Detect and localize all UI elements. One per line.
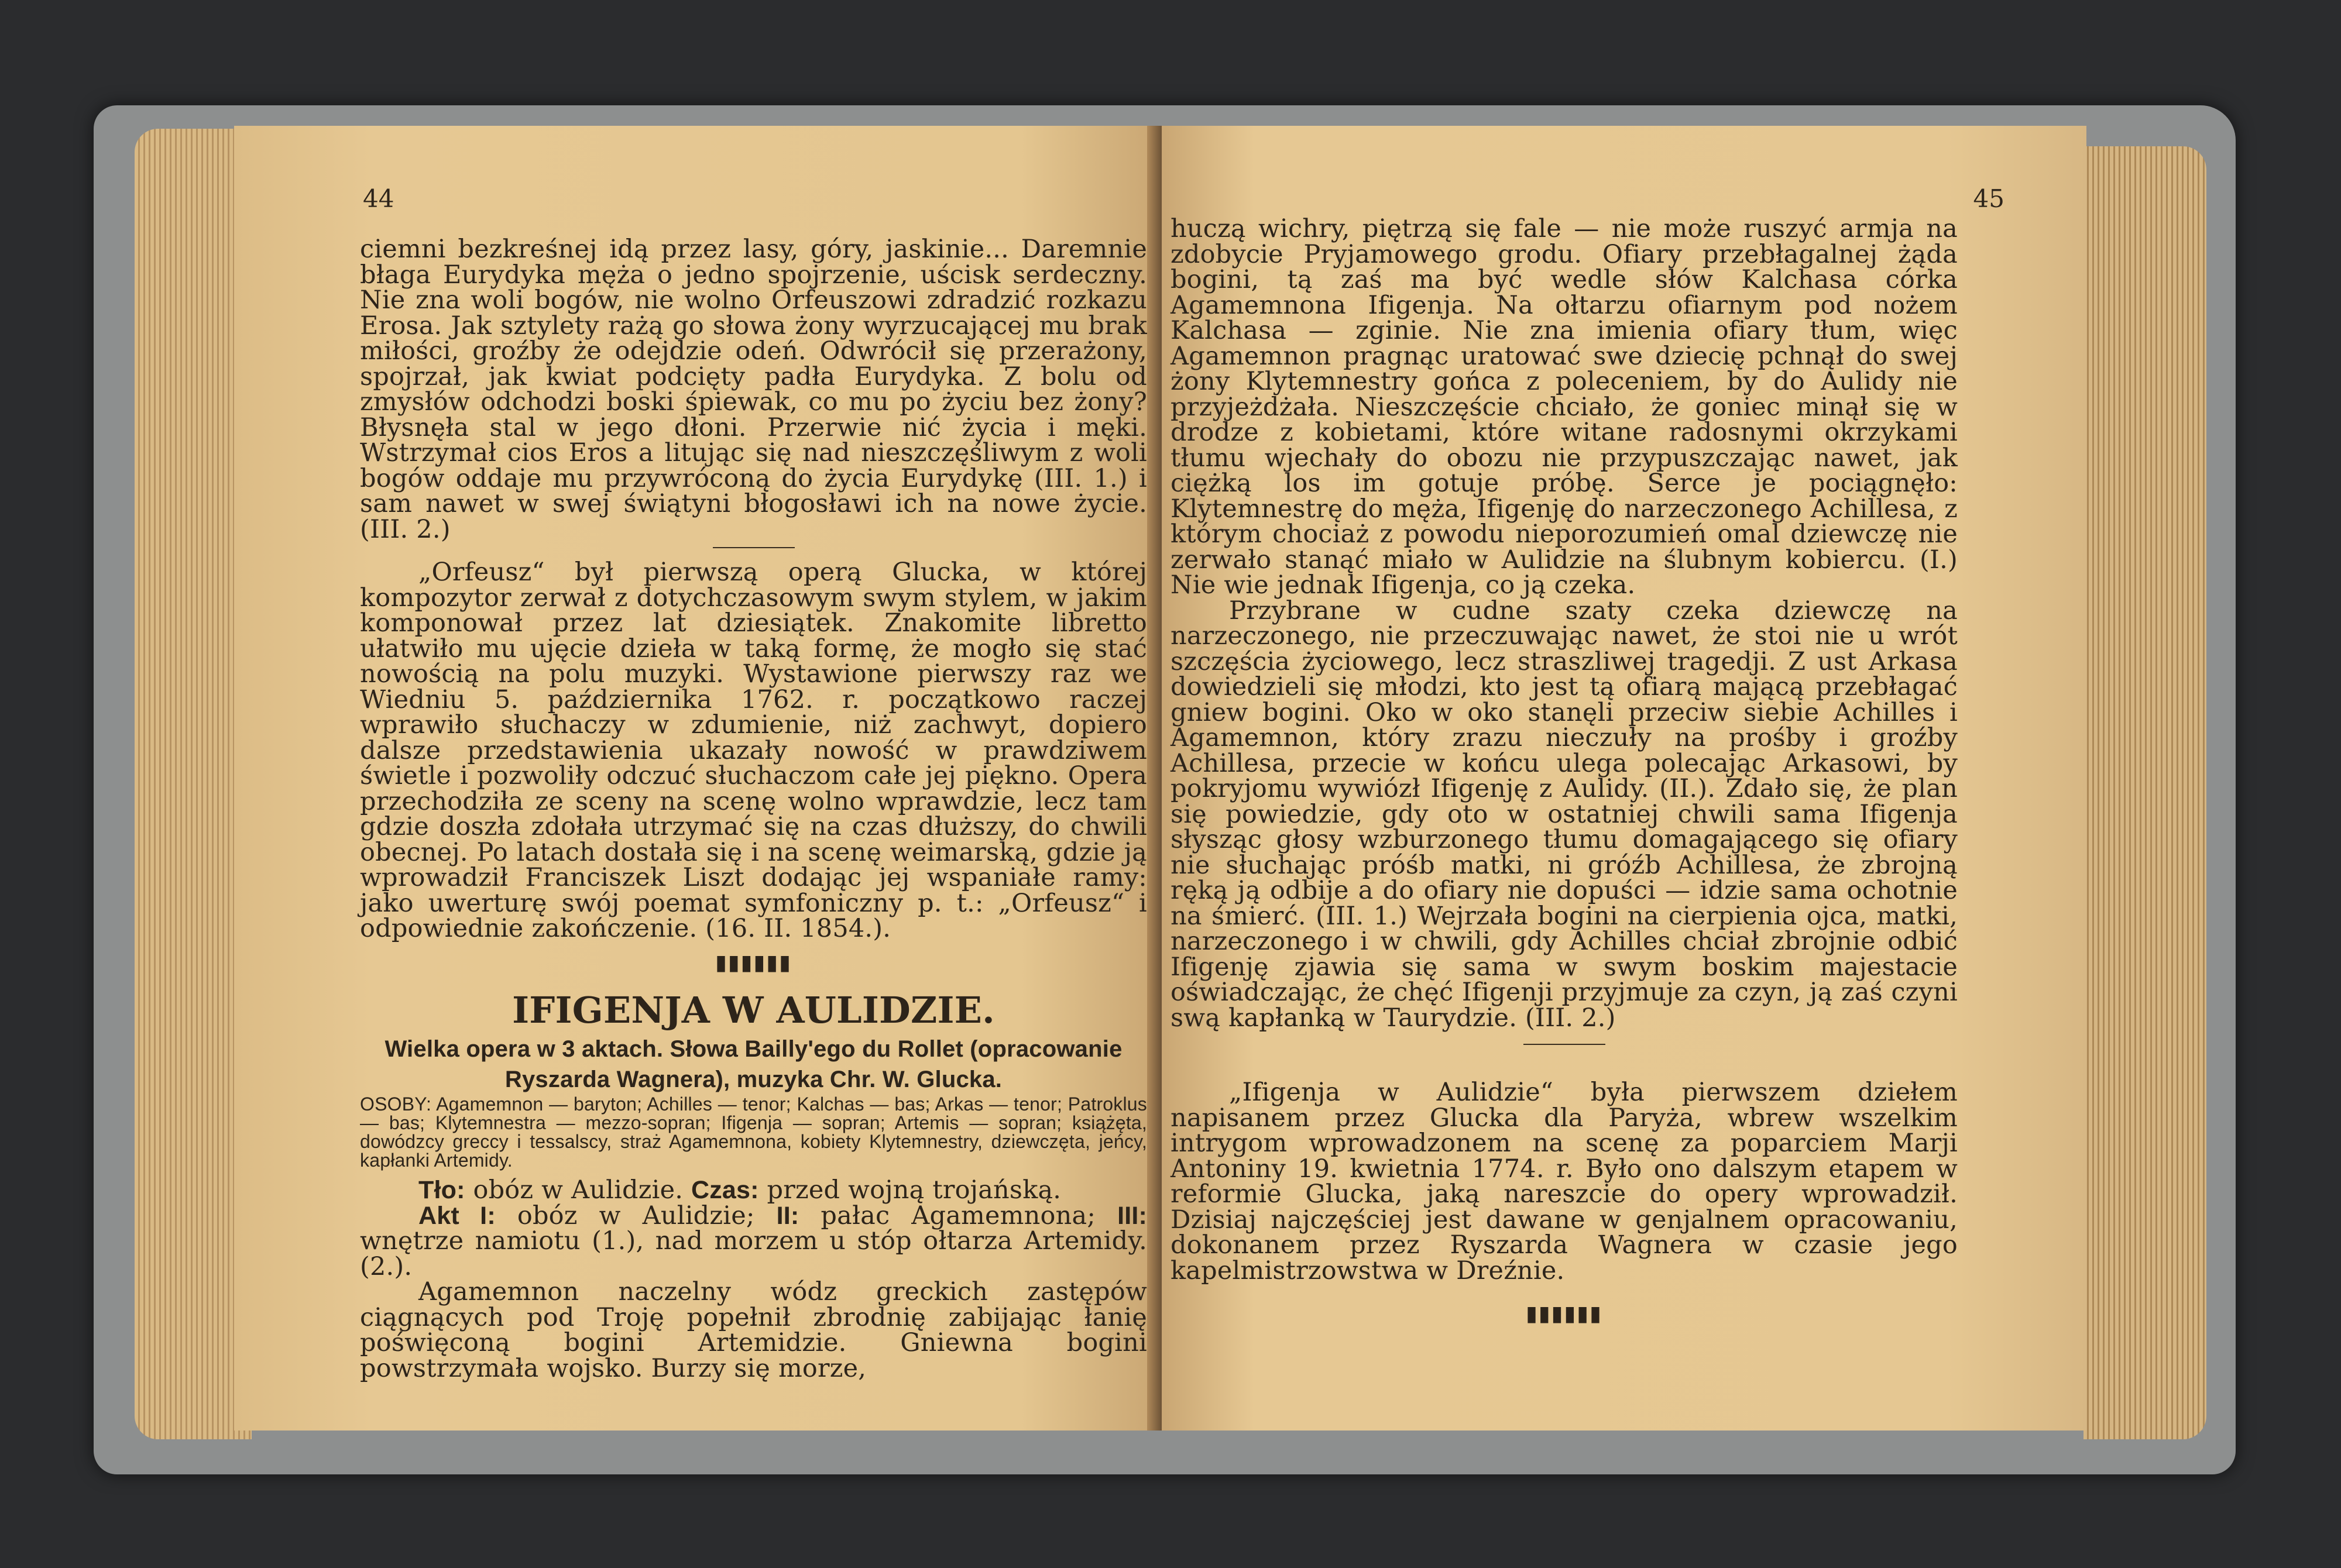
- cast-list: OSOBY: Agamemnon — baryton; Achilles — tenor; Kalchas — bas; Arkas — tenor; Patroklus — bas; Klytemnestra — mezzo-sopran; Ifigenja — sopran; Artemis — sopran; książęta, dowódzcy greccy i tessalscy, straż Agamemnona, kobiety Klytemnestry, dziewczęta, jeńcy, kapłanki Artemidy.: [360, 1094, 1147, 1171]
- act3-label: III:: [1117, 1201, 1148, 1230]
- page-number-right: 45: [1973, 184, 2004, 213]
- right-paragraph-1: huczą wichry, piętrzą się fale — nie może ruszyć armja na zdobycie Pryjamowego grodu. Ofiary przebłagalnej żąda bogini, tą zaś ma być wedle słów Kalchasa córka Agamemnona Ifigenja. Na ołtarzu ofiarnym pod nożem Kalchasa — zginie. Nie zna imienia ofiary tłum, więc Agamemnon pragnąc uratować swe dziecię pchnął do swej żony Klytemnestry gońca z poleceniem, by do Aulidy nie przyjeżdżała. Nieszczęście chciało, że goniec minął się w drodze z kobietami, które witane radosnymi okrzykami tłumu wjechały do obozu nie przypuszczając nawet, jak ciężką los im gotuje próbę. Serce je pociągnęło: Klytemnestrę do męża, Ifigenję do narzeczonego Achillesa, z którym chociaż z powodu nieporozumień omal dziewczę nie zerwało stanąć miało w Aulidzie na ślubnym kobiercu. (I.) Nie wie jednak Ifigenja, co ją czeka.: [1170, 214, 1958, 600]
- setting-line: [360, 1175, 1147, 1205]
- section-divider: [713, 547, 795, 548]
- ornament: ▮▮▮▮▮▮: [715, 950, 792, 975]
- right-page-text: [1170, 216, 1958, 1335]
- setting-time-label: Czas:: [691, 1176, 759, 1204]
- act2-label: II:: [776, 1201, 799, 1230]
- act1-label: Akt I:: [418, 1201, 496, 1230]
- right-paragraph-2: Przybrane w cudne szaty czeka dziewczę na narzeczonego, nie przeczuwając nawet, że stoi nie u wrót szczęścia życiowego, lecz straszliwej tragedji. Z ust Arkasa dowiedzieli się młodzi, kto jest tą ofiarą mającą przebłagać gniew bogini. Oko w oko stanęli przeciw siebie Achilles i Agamemnon, który zrazu nieczuły na prośby i groźby Achillesa, przecie w końcu ulega polecając Arkasowi, by pokryjomu wywiózł Ifigenję z Aulidy. (II.). Zdało się, że plan się powiedzie, gdy oto w ostatniej chwili sama Ifigenja słysząc głosy wzburzonego tłumu domagającego się ofiary nie słuchając próśb matki, ni gróźb Achillesa, że zbrojną ręką ją odbije a do ofiary nie dopuści — idzie sama ochotnie na śmierć. (III. 1.) Wejrzała bogini na cierpienia ojca, matki, narzeczonego i w chwili, gdy Achilles chciał zbrojnie odbić Ifigenję zjawia się sama w swym boskim majestacie oświadczając, że chęć Ifigenji przyjmuje za czyn, ją zaś czyni swą kapłanką w Taurydzie. (III. 2.): [1170, 596, 1958, 1033]
- act3: wnętrze namiotu (1.), nad morzem u stóp ołtarza Artemidy. (2.).: [360, 1226, 1147, 1281]
- setting-time: przed wojną trojańską.: [767, 1175, 1062, 1205]
- page-number-left: 44: [363, 184, 394, 213]
- right-page-edges: [2083, 146, 2206, 1439]
- setting-bg: obóz w Aulidzie.: [473, 1175, 684, 1205]
- act1: obóz w Aulidzie;: [517, 1201, 755, 1230]
- setting-bg-label: Tło:: [418, 1176, 465, 1204]
- opera-title: IFIGENJA W AULIDZIE.: [512, 989, 995, 1031]
- left-page-text: [360, 237, 1147, 1381]
- left-page: [234, 126, 1159, 1431]
- section-divider-right: [1523, 1044, 1605, 1045]
- left-paragraph-3: Agamemnon naczelny wódz greckich zastępów ciągnących pod Troję popełnił zbrodnię zabijając łanię poświęconą bogini Artemidzie. Gniewna bogini powstrzymała wojsko. Burzy się morze,: [360, 1277, 1147, 1383]
- right-page: [1162, 126, 2086, 1431]
- act2: pałac Agamemnona;: [821, 1201, 1096, 1230]
- left-paragraph-2: „Orfeusz“ był pierwszą operą Glucka, w której kompozytor zerwał z dotychczasowym swym stylem, w jakim komponował przez lat dziesiątek. Znakomite libretto ułatwiło mu ujęcie dzieła w taką formę, że mogło się stać nowością na polu muzyki. Wystawione pierwszy raz we Wiedniu 5. października 1762. r. początkowo raczej wprawiło słuchaczy w zdumienie, niż zachwyt, dopiero dalsze przedstawienia ukazały nowość w prawdziwem świetle i pozwoliły odczuć słuchaczom całe jej piękno. Opera przechodziła ze sceny na scenę wolno wprawdzie, lecz tam gdzie doszła zdołała utrzymać się na czas dłuższy, do chwili obecnej. Po latach dostała się i na scenę weimarską, gdzie ją wprowadził Franciszek Liszt dodając jej wspaniałe ramy: jako uwerturę swój poemat symfoniczny p. t.: „Orfeusz“ i odpowiednie zakończenie. (16. II. 1854.).: [360, 558, 1147, 943]
- acts-line: [360, 1203, 1147, 1280]
- ornament-right: ▮▮▮▮▮▮: [1526, 1302, 1602, 1326]
- right-paragraph-3: „Ifigenja w Aulidzie“ była pierwszem dziełem napisanem przez Glucka dla Paryża, wbrew wszelkim intrygom wprowadzonem na scenę za poparciem Marji Antoniny 19. kwietnia 1774. r. Było ono dalszym etapem w reformie Glucka, jaką nareszcie do opery wprowadził. Dzisiaj najczęściej jest dawane w genjalnem opracowaniu, dokonanem przez Ryszarda Wagnera w czasie jego kapelmistrzowstwa w Dreźnie.: [1170, 1078, 1958, 1285]
- left-paragraph-1: ciemni bezkreśnej idą przez lasy, góry, jaskinie... Daremnie błaga Eurydyka męża o jedno spojrzenie, uścisk serdeczny. Nie zna woli bogów, nie wolno Orfeuszowi zdradzić rozkazu Erosa. Jak sztylety rażą go słowa żony wyrzucającej mu brak miłości, groźby że odejdzie odeń. Odwrócił się przerażony, spojrzał, jak kwiat podcięty padła Eurydyka. Z bolu od zmysłów odchodzi boski śpiewak, co mu po życiu bez żony? Błysnęła stal w jego dłoni. Przerwie nić życia i męki. Wstrzymał cios Eros a litując się nad nieszczęśliwym z woli bogów oddaje mu przywróconą do życia Eurydykę (III. 1.) i sam nawet w swej świątyni błogosławi ich na nowe życie. (III. 2.): [360, 235, 1147, 544]
- opera-subtitle: Wielka opera w 3 aktach. Słowa Bailly'ego du Rollet (opracowanie Ryszarda Wagnera), muzyka Chr. W. Glucka.: [385, 1036, 1123, 1092]
